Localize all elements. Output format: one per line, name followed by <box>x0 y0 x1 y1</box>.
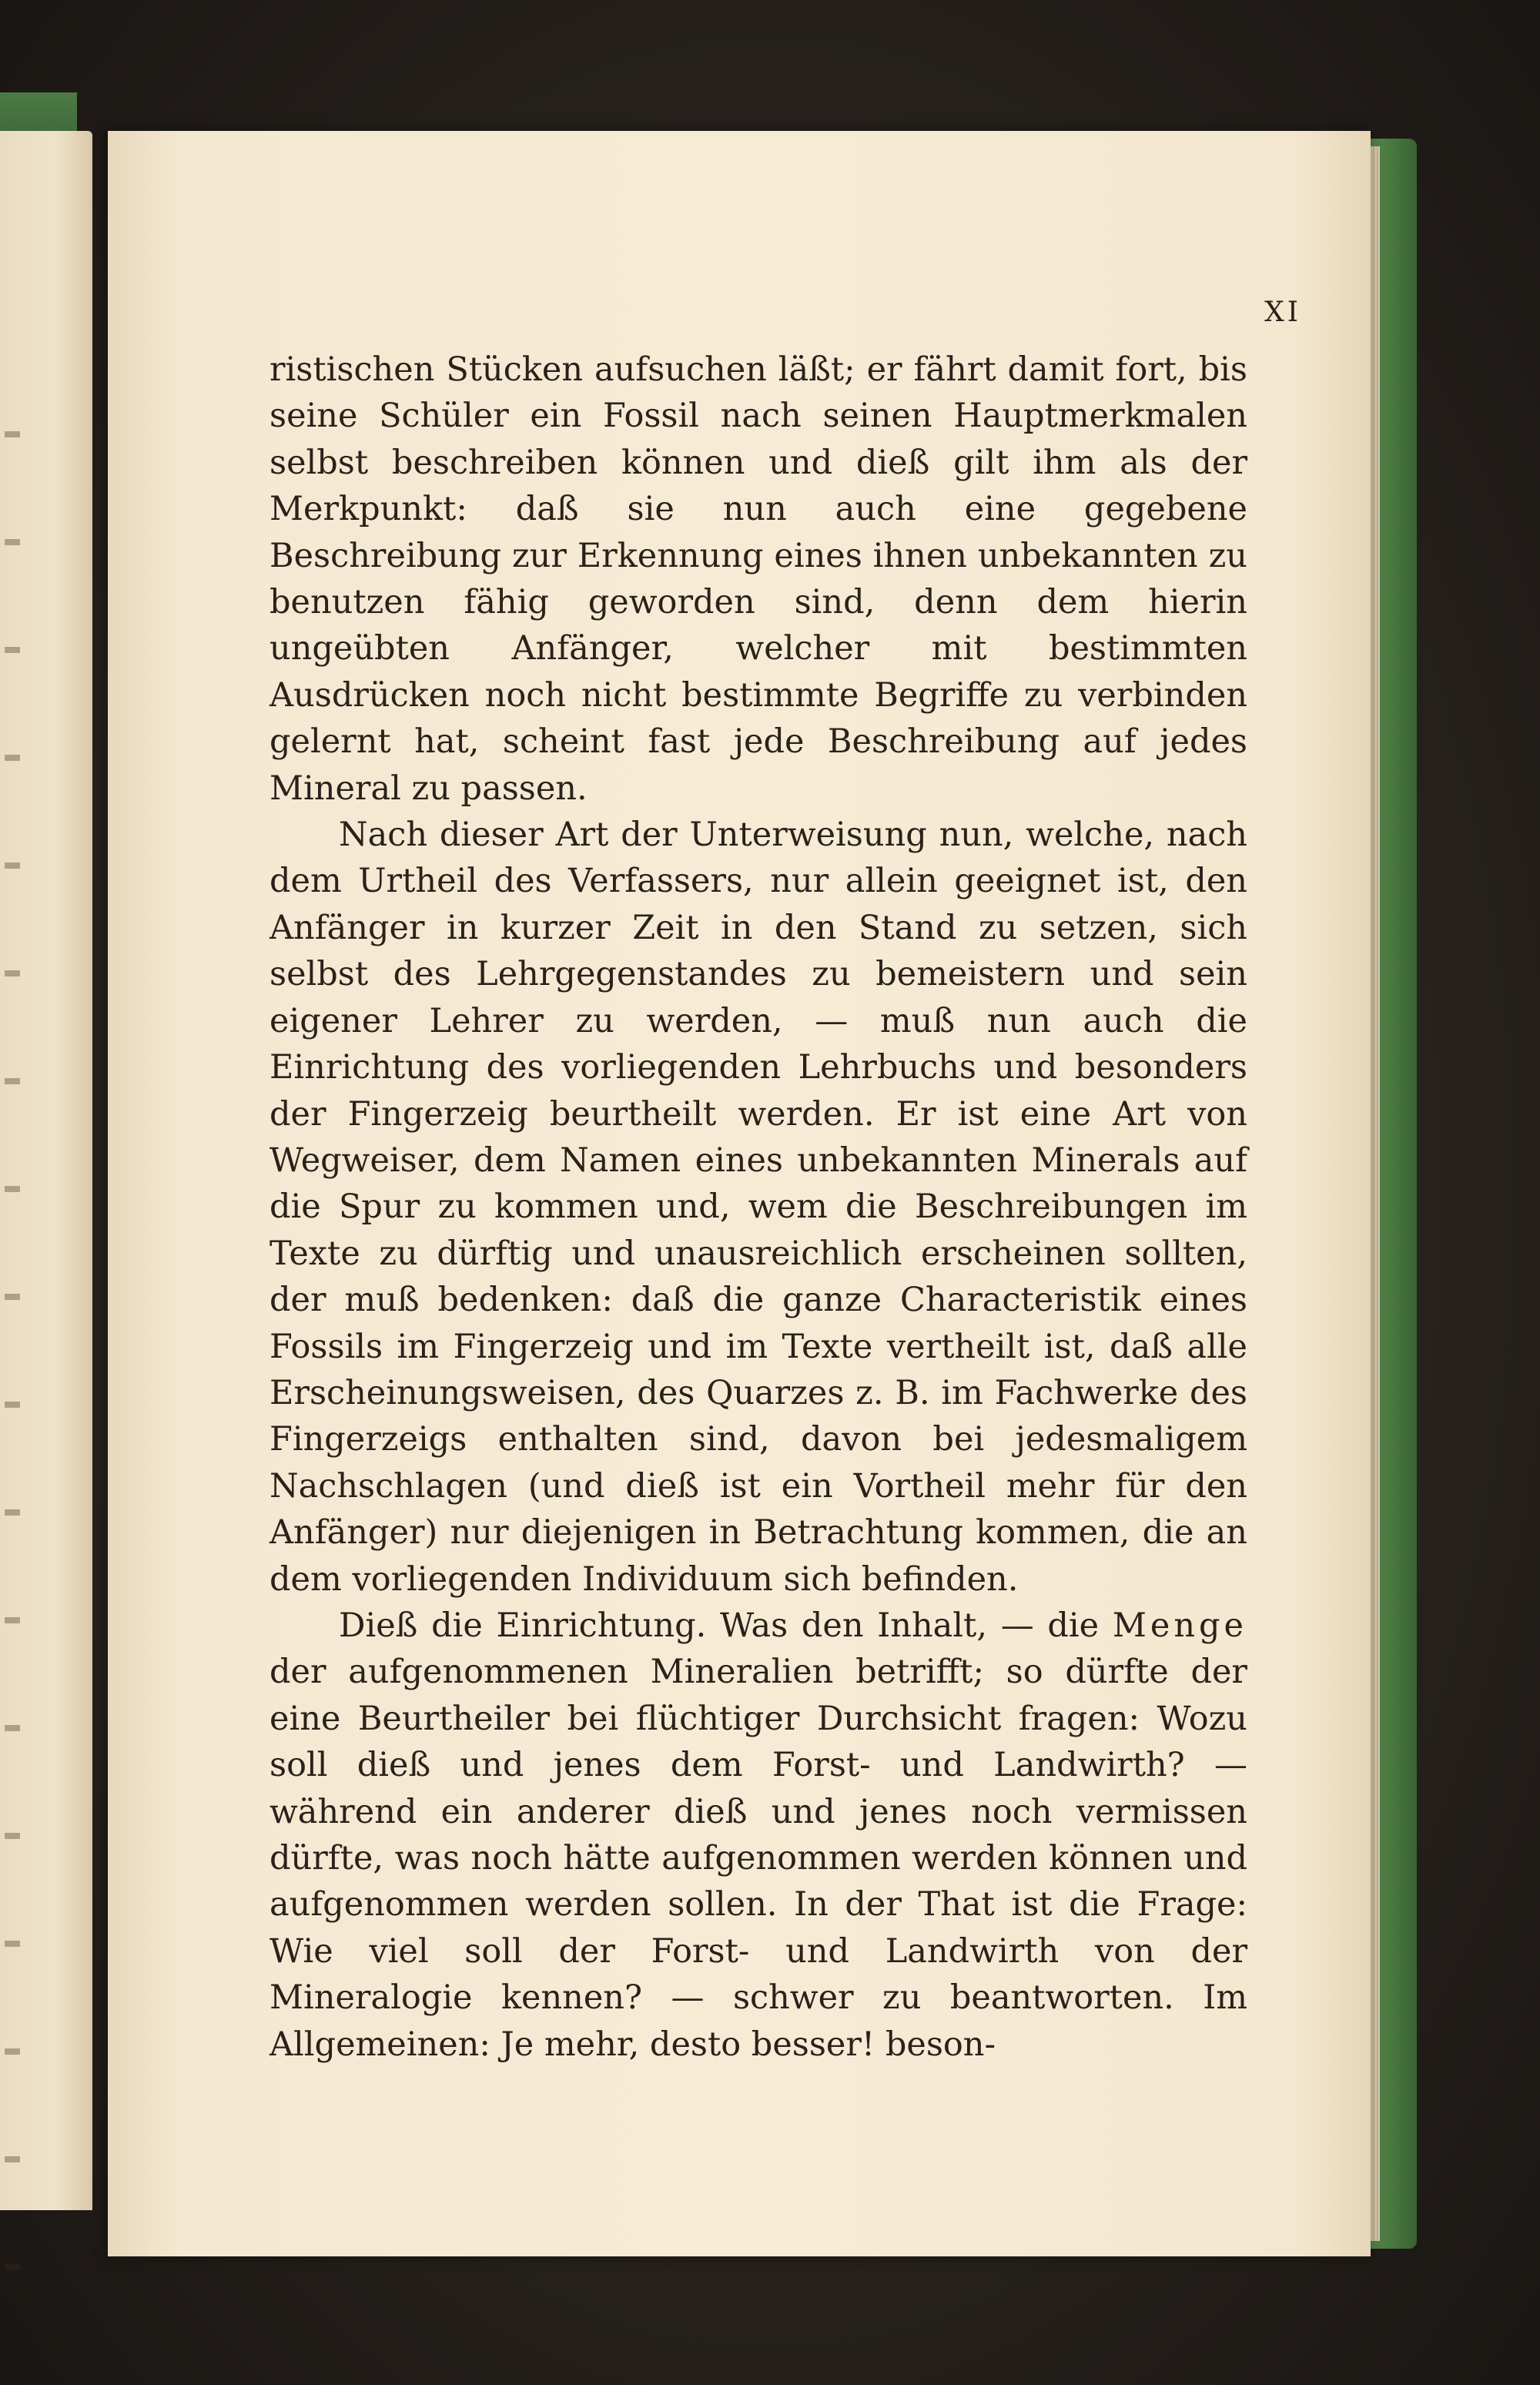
previous-page-text-fragments <box>5 362 20 2287</box>
paragraph-3-lead: Dieß die Einrichtung. Was den Inhalt, — die <box>339 1606 1100 1645</box>
previous-page-edge <box>0 131 92 2210</box>
paragraph-3 <box>270 1603 1247 2068</box>
emphasized-word: Menge <box>1112 1606 1247 1645</box>
paragraph-3-rest: der aufgenommenen Mineralien betrifft; so dürfte der eine Beurtheiler bei flüchtiger Durchsicht fragen: Wozu soll dieß und jenes dem Forst- und Landwirth? — während ein anderer dieß und jenes noch vermissen dürfte, was noch hätte aufgenommen werden können und aufgenommen werden sollen. In der That ist die Frage: Wie viel soll der Forst- und Landwirth von der Mineralogie kennen? — schwer zu beantworten. Im Allgemeinen: Je mehr, desto besser! beson- <box>270 1653 1247 2064</box>
page-number: XI <box>1264 296 1301 328</box>
page-text <box>270 347 1247 2068</box>
book-page <box>108 131 1371 2256</box>
paragraph-2: Nach dieser Art der Unterweisung nun, welche, nach dem Urtheil des Verfassers, nur allein geeignet ist, den Anfänger in kurzer Zeit in den Stand zu setzen, sich selbst des Lehrgegenstandes zu bemeistern und sein eigener Lehrer zu werden, — muß nun auch die Einrichtung des vorliegenden Lehrbuchs und besonders der Fingerzeig beurtheilt werden. Er ist eine Art von Wegweiser, dem Namen eines unbekannten Minerals auf die Spur zu kommen und, wem die Beschreibungen im Texte zu dürftig und unausreichlich erscheinen sollten, der muß bedenken: daß die ganze Characteristik eines Fossils im Fingerzeig und im Texte vertheilt ist, daß alle Erscheinungsweisen, des Quarzes z. B. im Fachwerke des Fingerzeigs enthalten sind, davon bei jedesmaligem Nachschlagen (und dieß ist ein Vortheil mehr für den Anfänger) nur diejenigen in Betrachtung kommen, die an dem vorliegenden Individuum sich befinden. <box>270 816 1247 1599</box>
paragraph-1: ristischen Stücken aufsuchen läßt; er fährt damit fort, bis seine Schüler ein Fossil nach seinen Hauptmerkmalen selbst beschreiben können und dieß gilt ihm als der Merkpunkt: daß sie nun auch eine gegebene Beschreibung zur Erkennung eines ihnen unbekannten zu benutzen fähig geworden sind, denn dem hierin ungeübten Anfänger, welcher mit bestimmten Ausdrücken noch nicht bestimmte Begriffe zu verbinden gelernt hat, scheint fast jede Beschreibung auf jedes Mineral zu passen. <box>270 350 1247 808</box>
